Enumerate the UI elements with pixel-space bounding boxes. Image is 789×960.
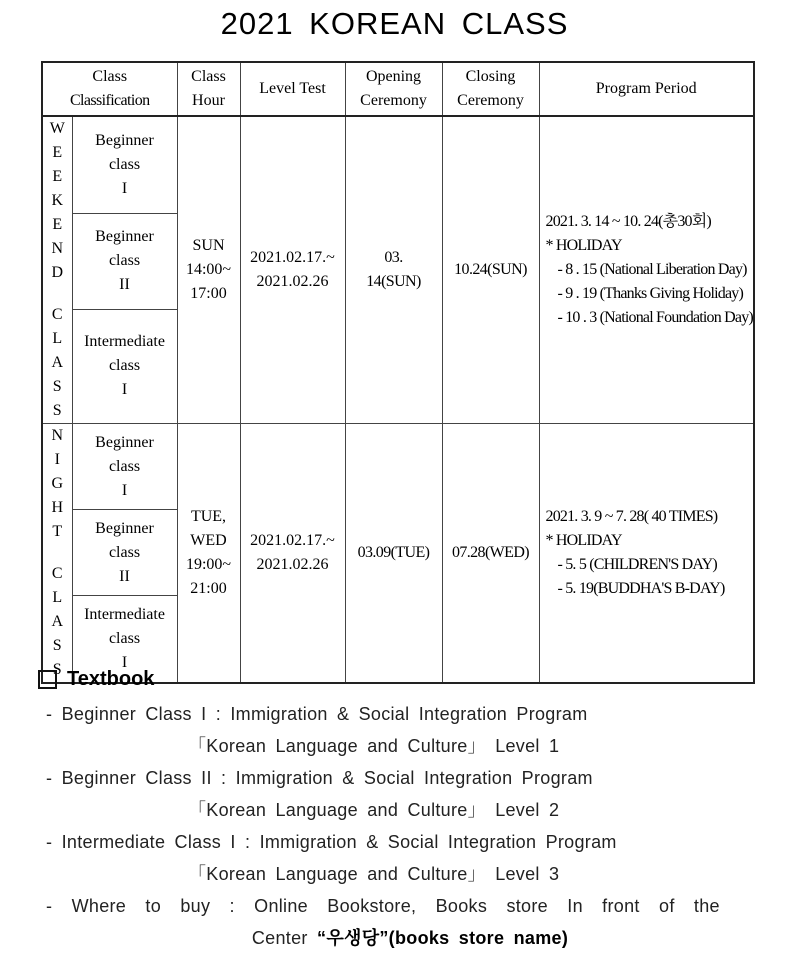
header-class-hour [177, 62, 240, 116]
label-letter: S [52, 378, 62, 395]
label-letter: L [52, 330, 63, 347]
header-text: Ceremony [360, 92, 427, 109]
hour-text: 17:00 [190, 285, 227, 302]
header-text: Hour [192, 92, 225, 109]
class-beginner-2 [72, 213, 177, 309]
level-test-text: 2021.02.26 [256, 273, 329, 290]
class-name: Beginner [95, 519, 154, 537]
label-letter: I [54, 451, 60, 468]
opening-ceremony-cell [345, 116, 442, 424]
label-letter: C [51, 306, 63, 323]
hour-text: SUN [192, 237, 225, 254]
class-name: Beginner [95, 228, 154, 246]
label-letter: A [51, 613, 64, 630]
textbook-item-sub: 「Korean Language and Culture」 Level 2 [188, 800, 560, 820]
class-beginner-2 [72, 510, 177, 596]
closing-ceremony-cell: 10.24(SUN) [442, 116, 539, 424]
class-beginner-1 [72, 424, 177, 510]
header-level-test: Level Test [240, 62, 345, 116]
period-range: 2021. 3. 9 ~ 7. 28( 40 TIMES) [545, 508, 718, 525]
label-letter: H [51, 499, 64, 516]
level-test-cell [240, 424, 345, 684]
header-row [42, 62, 754, 116]
schedule-table [41, 61, 755, 684]
class-name: class [108, 155, 141, 173]
hour-text: WED [190, 532, 227, 549]
label-letter: E [52, 216, 63, 233]
label-letter: C [51, 565, 63, 582]
header-text: Closing [465, 68, 516, 85]
class-name: Beginner [95, 433, 154, 451]
class-name: class [108, 543, 141, 561]
program-period-cell [539, 424, 754, 684]
opening-text: 14(SUN) [366, 273, 421, 290]
class-level: I [121, 654, 128, 672]
class-intermediate-1 [72, 309, 177, 423]
opening-ceremony-cell [345, 424, 442, 684]
textbook-heading [38, 668, 768, 691]
class-name: Intermediate [84, 606, 165, 624]
header-class-classification [42, 62, 177, 116]
header-text: Class [92, 68, 128, 85]
header-opening-ceremony [345, 62, 442, 116]
label-letter: S [52, 661, 62, 678]
night-class-label [42, 424, 72, 684]
class-name: Intermediate [84, 333, 165, 351]
page-title: 2021 KOREAN CLASS [220, 6, 569, 41]
textbook-section [38, 668, 768, 954]
where-to-buy: - Where to buy : Online Bookstore, Books store In front of the [46, 896, 720, 916]
class-name: class [108, 630, 141, 648]
label-letter: G [51, 475, 64, 492]
holiday-item: - 5. 19(BUDDHA'S B-DAY) [557, 580, 725, 597]
opening-text: 03.09(TUE) [357, 544, 430, 561]
class-name: class [108, 252, 141, 270]
textbook-item: - Intermediate Class I : Immigration & Social Integration Program [46, 832, 617, 852]
where-to-buy-cont [38, 922, 768, 954]
header-text: Classification [69, 92, 150, 109]
class-level: I [121, 179, 128, 197]
hour-text: 19:00~ [185, 556, 232, 573]
class-name: Beginner [95, 131, 154, 149]
class-level: I [121, 381, 128, 399]
label-letter: W [49, 120, 65, 137]
level-test-text: 2021.02.17.~ [250, 249, 335, 266]
header-program-period: Program Period [539, 62, 754, 116]
textbook-item-sub: 「Korean Language and Culture」 Level 3 [188, 864, 560, 884]
class-beginner-1 [72, 116, 177, 213]
holiday-item: - 5. 5 (CHILDREN'S DAY) [557, 556, 717, 573]
store-name: “우생당”(books store name) [317, 928, 569, 948]
class-level: II [119, 276, 130, 294]
header-text: Ceremony [457, 92, 524, 109]
textbook-item: - Beginner Class I : Immigration & Social Integration Program [46, 704, 588, 724]
level-test-text: 2021.02.26 [256, 556, 329, 573]
label-letter: N [51, 427, 64, 444]
textbook-item-sub: 「Korean Language and Culture」 Level 1 [188, 736, 560, 756]
label-letter: E [52, 168, 63, 185]
holiday-heading: * HOLIDAY [545, 532, 622, 549]
hour-text: 14:00~ [185, 261, 232, 278]
label-letter: K [51, 192, 64, 209]
textbook-heading-text: Textbook [67, 668, 155, 690]
textbook-item: - Beginner Class II : Immigration & Social Integration Program [46, 768, 593, 788]
label-letter: L [52, 589, 63, 606]
period-range: 2021. 3. 14 ~ 10. 24(총30회) [545, 213, 711, 230]
class-hour-cell [177, 424, 240, 684]
closing-ceremony-cell: 07.28(WED) [442, 424, 539, 684]
hour-text: 21:00 [190, 580, 227, 597]
class-hour-cell [177, 116, 240, 424]
class-level: II [119, 567, 130, 585]
label-letter: N [51, 240, 64, 257]
checkbox-icon [38, 670, 57, 689]
weekend-class-label [42, 116, 72, 424]
label-letter: D [51, 264, 64, 281]
holiday-item: - 9 . 19 (Thanks Giving Holiday) [557, 285, 743, 302]
holiday-item: - 8 . 15 (National Liberation Day) [557, 261, 747, 278]
table-row-night-1 [42, 424, 754, 510]
holiday-heading: * HOLIDAY [545, 237, 622, 254]
label-letter: E [52, 144, 63, 161]
class-name: class [108, 457, 141, 475]
class-level: I [121, 481, 128, 499]
header-closing-ceremony [442, 62, 539, 116]
label-letter: S [52, 402, 62, 419]
level-test-cell [240, 116, 345, 424]
header-text: Opening [365, 68, 422, 85]
class-name: class [108, 357, 141, 375]
level-test-text: 2021.02.17.~ [250, 532, 335, 549]
label-letter: T [52, 523, 63, 540]
hour-text: TUE, [190, 508, 227, 525]
header-text: Class [191, 68, 226, 85]
table-row-weekend-1 [42, 116, 754, 213]
program-period-cell [539, 116, 754, 424]
opening-text: 03. [384, 249, 403, 266]
holiday-item: - 10 . 3 (National Foundation Day) [557, 309, 753, 326]
where-center-text: Center [251, 928, 308, 948]
label-letter: A [51, 354, 64, 371]
label-letter: S [52, 637, 62, 654]
